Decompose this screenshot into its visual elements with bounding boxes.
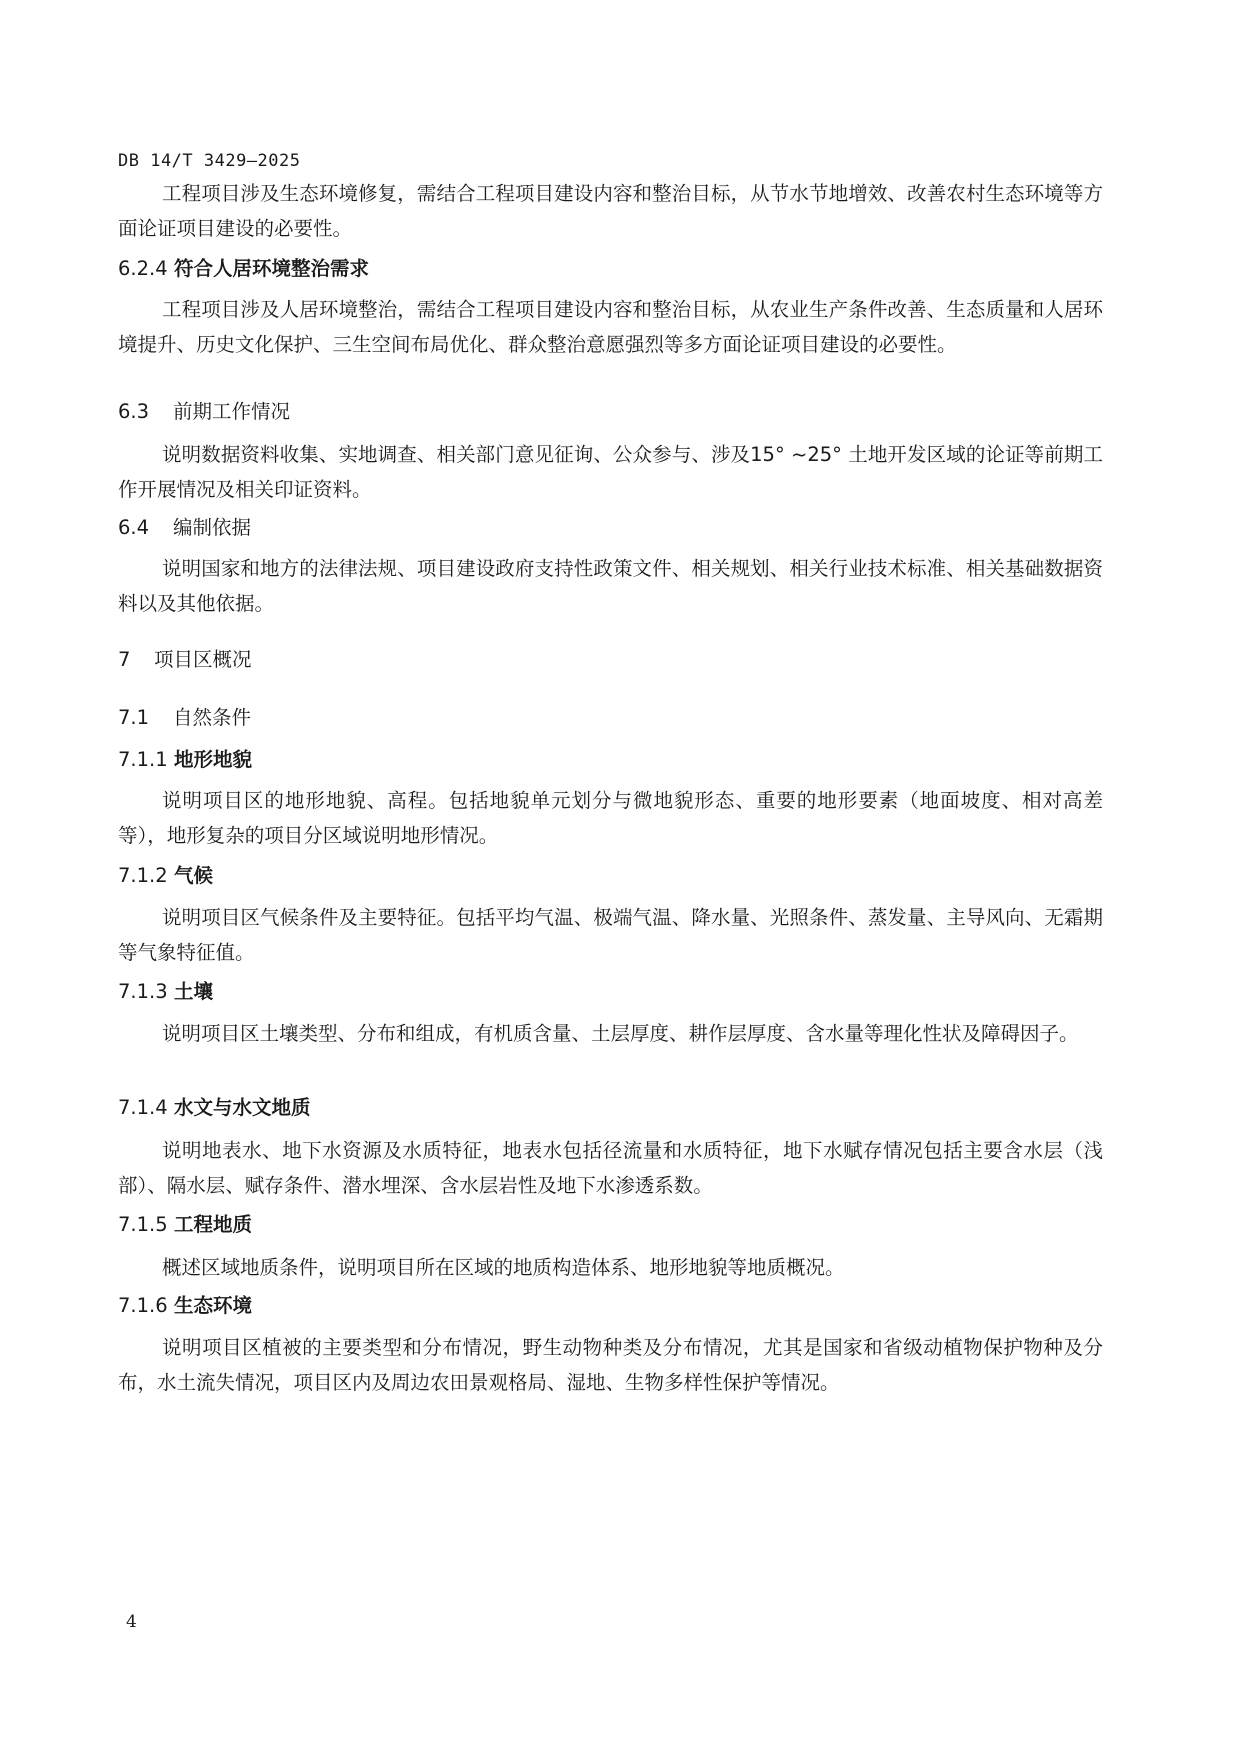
paragraph-text: 说明项目区植被的主要类型和分布情况，野生动物种类及分布情况，尤其是国家和省级动植物保护物种及分布，水土流失情况，项目区内及周边农田景观格局、湿地、生物多样性保护等情况。 [118,1336,1103,1394]
section-title: 土壤 [174,980,214,1003]
paragraph-6-4 [118,551,1103,621]
paragraph-text: 说明地表水、地下水资源及水质特征，地表水包括径流量和水质特征，地下水赋存情况包括主要含水层（浅部）、隔水层、赋存条件、潜水埋深、含水层岩性及地下水渗透系数。 [118,1139,1103,1197]
paragraph-7-1-4 [118,1133,1103,1203]
heading-7-1 [118,703,1103,733]
paragraph-eco-restore [118,176,1103,246]
section-title: 符合人居环境整治需求 [174,257,370,280]
section-title: 编制依据 [173,516,252,539]
section-title: 气候 [174,864,214,887]
paragraph-text: 说明数据资料收集、实地调查、相关部门意见征询、公众参与、涉及15° ~25° 土地开发区域的论证等前期工作开展情况及相关印证资料。 [118,443,1103,501]
heading-7-1-4 [118,1093,1103,1123]
heading-6-3 [118,397,1103,427]
paragraph-7-1-6 [118,1330,1103,1400]
paragraph-6-3 [118,437,1103,507]
paragraph-text: 说明项目区的地形地貌、高程。包括地貌单元划分与微地貌形态、重要的地形要素（地面坡度、相对高差等），地形复杂的项目分区域说明地形情况。 [118,789,1103,847]
section-number: 7.1.2 [118,864,168,887]
page-number: 4 [126,1612,137,1632]
paragraph-7-1-3 [118,1016,1103,1051]
paragraph-text: 工程项目涉及生态环境修复，需结合工程项目建设内容和整治目标，从节水节地增效、改善农村生态环境等方面论证项目建设的必要性。 [118,182,1103,240]
section-number: 6.3 [118,400,150,423]
section-number: 7.1 [118,706,150,729]
section-title: 地形地貌 [174,748,253,771]
section-title: 水文与水文地质 [174,1096,311,1119]
section-number: 7.1.1 [118,748,168,771]
paragraph-text: 说明项目区气候条件及主要特征。包括平均气温、极端气温、降水量、光照条件、蒸发量、主导风向、无霜期等气象特征值。 [118,906,1103,964]
paragraph-6-2-4 [118,292,1103,362]
section-title: 项目区概况 [154,648,252,671]
section-number: 6.2.4 [118,257,168,280]
heading-6-2-4 [118,254,1103,284]
paragraph-text: 说明项目区土壤类型、分布和组成，有机质含量、土层厚度、耕作层厚度、含水量等理化性状及障碍因子。 [162,1022,1079,1045]
heading-7 [118,645,1103,675]
section-number: 6.4 [118,516,150,539]
paragraph-7-1-5 [118,1250,1103,1285]
heading-7-1-5 [118,1210,1103,1240]
paragraph-7-1-1 [118,783,1103,853]
section-title: 生态环境 [174,1294,253,1317]
paragraph-text: 工程项目涉及人居环境整治，需结合工程项目建设内容和整治目标，从农业生产条件改善、生态质量和人居环境提升、历史文化保护、三生空间布局优化、群众整治意愿强烈等多方面论证项目建设的必要性。 [118,298,1103,356]
heading-6-4 [118,513,1103,543]
section-number: 7.1.4 [118,1096,168,1119]
section-title: 工程地质 [174,1213,253,1236]
section-number: 7.1.5 [118,1213,168,1236]
section-title: 前期工作情况 [173,400,291,423]
section-number: 7.1.3 [118,980,168,1003]
paragraph-text: 说明国家和地方的法律法规、项目建设政府支持性政策文件、相关规划、相关行业技术标准、相关基础数据资料以及其他依据。 [118,557,1103,615]
standard-code: DB 14/T 3429—2025 [118,151,301,171]
heading-7-1-6 [118,1291,1103,1321]
heading-7-1-1 [118,745,1103,775]
heading-7-1-3 [118,977,1103,1007]
section-number: 7 [118,648,131,671]
section-number: 7.1.6 [118,1294,168,1317]
paragraph-7-1-2 [118,900,1103,970]
heading-7-1-2 [118,861,1103,891]
paragraph-text: 概述区域地质条件，说明项目所在区域的地质构造体系、地形地貌等地质概况。 [162,1256,845,1279]
section-title: 自然条件 [173,706,252,729]
